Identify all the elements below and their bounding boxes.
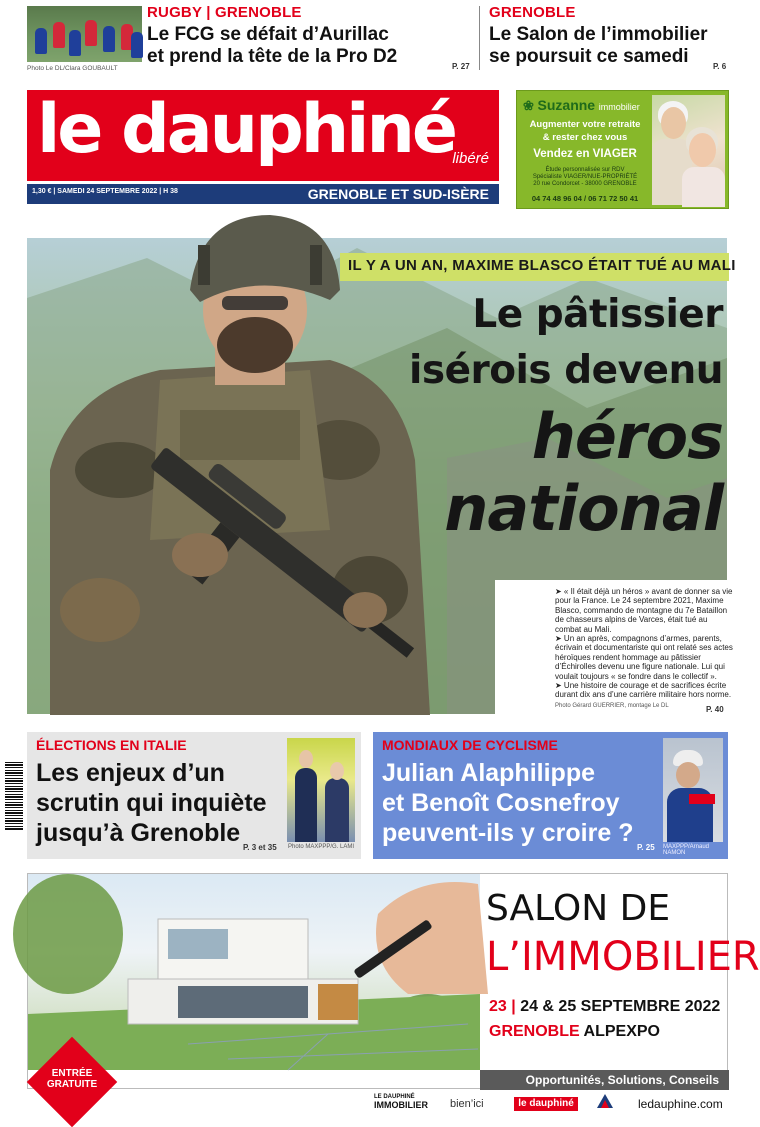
edition-name: GRENOBLE ET SUD-ISÈRE	[307, 186, 489, 202]
ad-small2: Spécialiste VIAGER/NUE-PROPRIÉTÉ	[532, 174, 638, 180]
italy-page-ref: P. 3 et 35	[243, 843, 277, 852]
rugby-kicker: RUGBY | GRENOBLE	[147, 4, 302, 21]
ad-location	[489, 1023, 660, 1041]
ad-line1: Augmenter votre retraite	[529, 119, 641, 130]
rugby-page-ref: P. 27	[452, 62, 470, 71]
ad-brand-name: Suzanne	[537, 97, 596, 113]
rugby-title-line2: et prend la tête de la Pro D2	[147, 46, 398, 67]
cycling-title-line3: peuvent-ils y croire ?	[382, 819, 634, 847]
ledauphine-link[interactable]: ledauphine.com	[638, 1097, 723, 1111]
hero-headline-line4[interactable]: national	[444, 472, 723, 545]
ad-date-first: 23	[489, 998, 507, 1015]
ad-brand-tag: immobilier	[598, 102, 640, 112]
cycling-photo	[663, 738, 723, 842]
logo-bienici: bien’ici	[450, 1098, 484, 1110]
ad-date-rest: 24 & 25 SEPTEMBRE 2022	[520, 998, 721, 1015]
cycling-credit: MAXPPP/Arnaud NAMON	[663, 844, 710, 856]
badge-line2: GRATUITE	[46, 1079, 98, 1090]
lede-paragraph-1: ➤ « Il était déjà un héros » avant de donner sa vie pour la France. Le 24 septembre 2021, Maxime Blasco, commando de montagne du 7e Bataillon de chasseurs alpins de Varces, était tué au combat au Mali.	[555, 587, 733, 634]
teaser-divider	[479, 6, 480, 70]
ad-brand	[523, 97, 640, 114]
hero-lede	[555, 587, 733, 711]
ad-small3: 20 rue Condorcet - 38000 GRENOBLE	[533, 181, 637, 187]
salon-teaser-link[interactable]	[489, 24, 708, 68]
lede-paragraph-3: ➤ Une histoire de courage et de sacrifices écrite durant dix ans d’une carrière militaire hors norme.	[555, 681, 732, 700]
cycling-kicker: MONDIAUX DE CYCLISME	[382, 737, 558, 753]
brand-logo: le dauphiné	[37, 90, 455, 169]
ad-line2: & rester chez vous	[542, 132, 628, 143]
ad-small1: Étude personnalisée sur RDV	[545, 167, 625, 173]
cycling-title	[382, 758, 633, 848]
hero-headline-line2[interactable]: isérois devenu	[409, 348, 723, 393]
salon-title-line1: Le Salon de l’immobilier	[489, 24, 708, 45]
rugby-teaser-link[interactable]	[147, 24, 397, 68]
italy-kicker: ÉLECTIONS EN ITALIE	[36, 737, 187, 753]
cycling-title-line2: et Benoît Cosnefroy	[382, 789, 620, 817]
dateline: 1,30 € | SAMEDI 24 SEPTEMBRE 2022 | H 38	[32, 188, 178, 195]
salon-page-ref: P. 6	[713, 62, 727, 71]
cycling-page-ref: P. 25	[637, 843, 655, 852]
hero-kicker: IL Y A UN AN, MAXIME BLASCO ÉTAIT TUÉ AU MALI	[348, 257, 736, 274]
italy-story[interactable]	[27, 732, 361, 859]
dateline-bar	[27, 184, 499, 204]
ad-leaf-icon: ❀	[523, 98, 534, 113]
hero-kicker-band	[340, 253, 736, 281]
italy-title	[36, 758, 267, 848]
lede-credit: Photo Gérard GUERRIER, montage Le DL	[555, 702, 669, 709]
masthead[interactable]	[27, 90, 499, 181]
ad-dates: 23 | 24 & 25 SEPTEMBRE 2022	[489, 998, 721, 1015]
barcode	[5, 762, 23, 830]
soldier-figure	[10, 210, 450, 715]
italy-title-line3: jusqu’à Grenoble	[36, 819, 241, 847]
rugby-title-line1: Le FCG se défait d’Aurillac	[147, 24, 389, 45]
ad-phone: 04 74 48 96 04 / 06 71 72 50 41	[531, 194, 639, 203]
salon-title-line2: se poursuit ce samedi	[489, 46, 689, 67]
salon-immobilier-ad[interactable]	[27, 873, 760, 1089]
salon-kicker: GRENOBLE	[489, 4, 576, 21]
ad-venue: ALPEXPO	[583, 1023, 660, 1040]
cycling-story[interactable]	[373, 732, 728, 859]
viager-ad[interactable]	[516, 90, 729, 209]
italy-title-line1: Les enjeux d’un	[36, 759, 225, 787]
hero-headline-line3[interactable]: héros	[531, 400, 723, 473]
lede-paragraph-2: ➤ Un an après, compagnons d’armes, parents, écrivain et documentariste qui ont relaté ses actes héroïques rendent hommage au pâtissier d’Échirolles devenu une figure nationale. Lui qui voulait toujours « se fondre dans le collectif ».	[555, 634, 733, 681]
ad-strip-text: Opportunités, Solutions, Conseils	[525, 1073, 719, 1087]
italy-photo	[287, 738, 355, 842]
cycling-title-line1: Julian Alaphilippe	[382, 759, 595, 787]
free-entry-text	[40, 1068, 104, 1090]
ad-title-line1: SALON DE	[486, 888, 671, 929]
italy-credit: Photo MAXPPP/G. LAMI	[288, 844, 355, 850]
logo-dauphine-immobilier: LE DAUPHINÉ IMMOBILIER	[374, 1094, 428, 1110]
pencil-hand	[328, 874, 488, 994]
hero-page-ref: P. 40	[706, 705, 724, 714]
ad-city: GRENOBLE	[489, 1023, 580, 1040]
italy-title-line2: scrutin qui inquiète	[36, 789, 267, 817]
rugby-photo	[27, 6, 142, 62]
ad-couple-photo	[652, 95, 725, 205]
brand-suffix: libéré	[452, 150, 489, 167]
badge-line1: ENTRÉE	[51, 1068, 93, 1079]
ad-title-line2: L’IMMOBILIER	[486, 934, 760, 980]
rugby-photo-credit: Photo Le DL/Clara GOUBAULT	[27, 65, 118, 72]
logo-immo-icon	[597, 1094, 613, 1108]
ad-house-illustration	[28, 874, 480, 1070]
ad-line3: Vendez en VIAGER	[533, 148, 637, 160]
hero-headline-line1[interactable]: Le pâtissier	[472, 292, 723, 337]
ad-strip	[480, 1070, 729, 1090]
logo-dauphine: le dauphiné	[514, 1097, 578, 1111]
